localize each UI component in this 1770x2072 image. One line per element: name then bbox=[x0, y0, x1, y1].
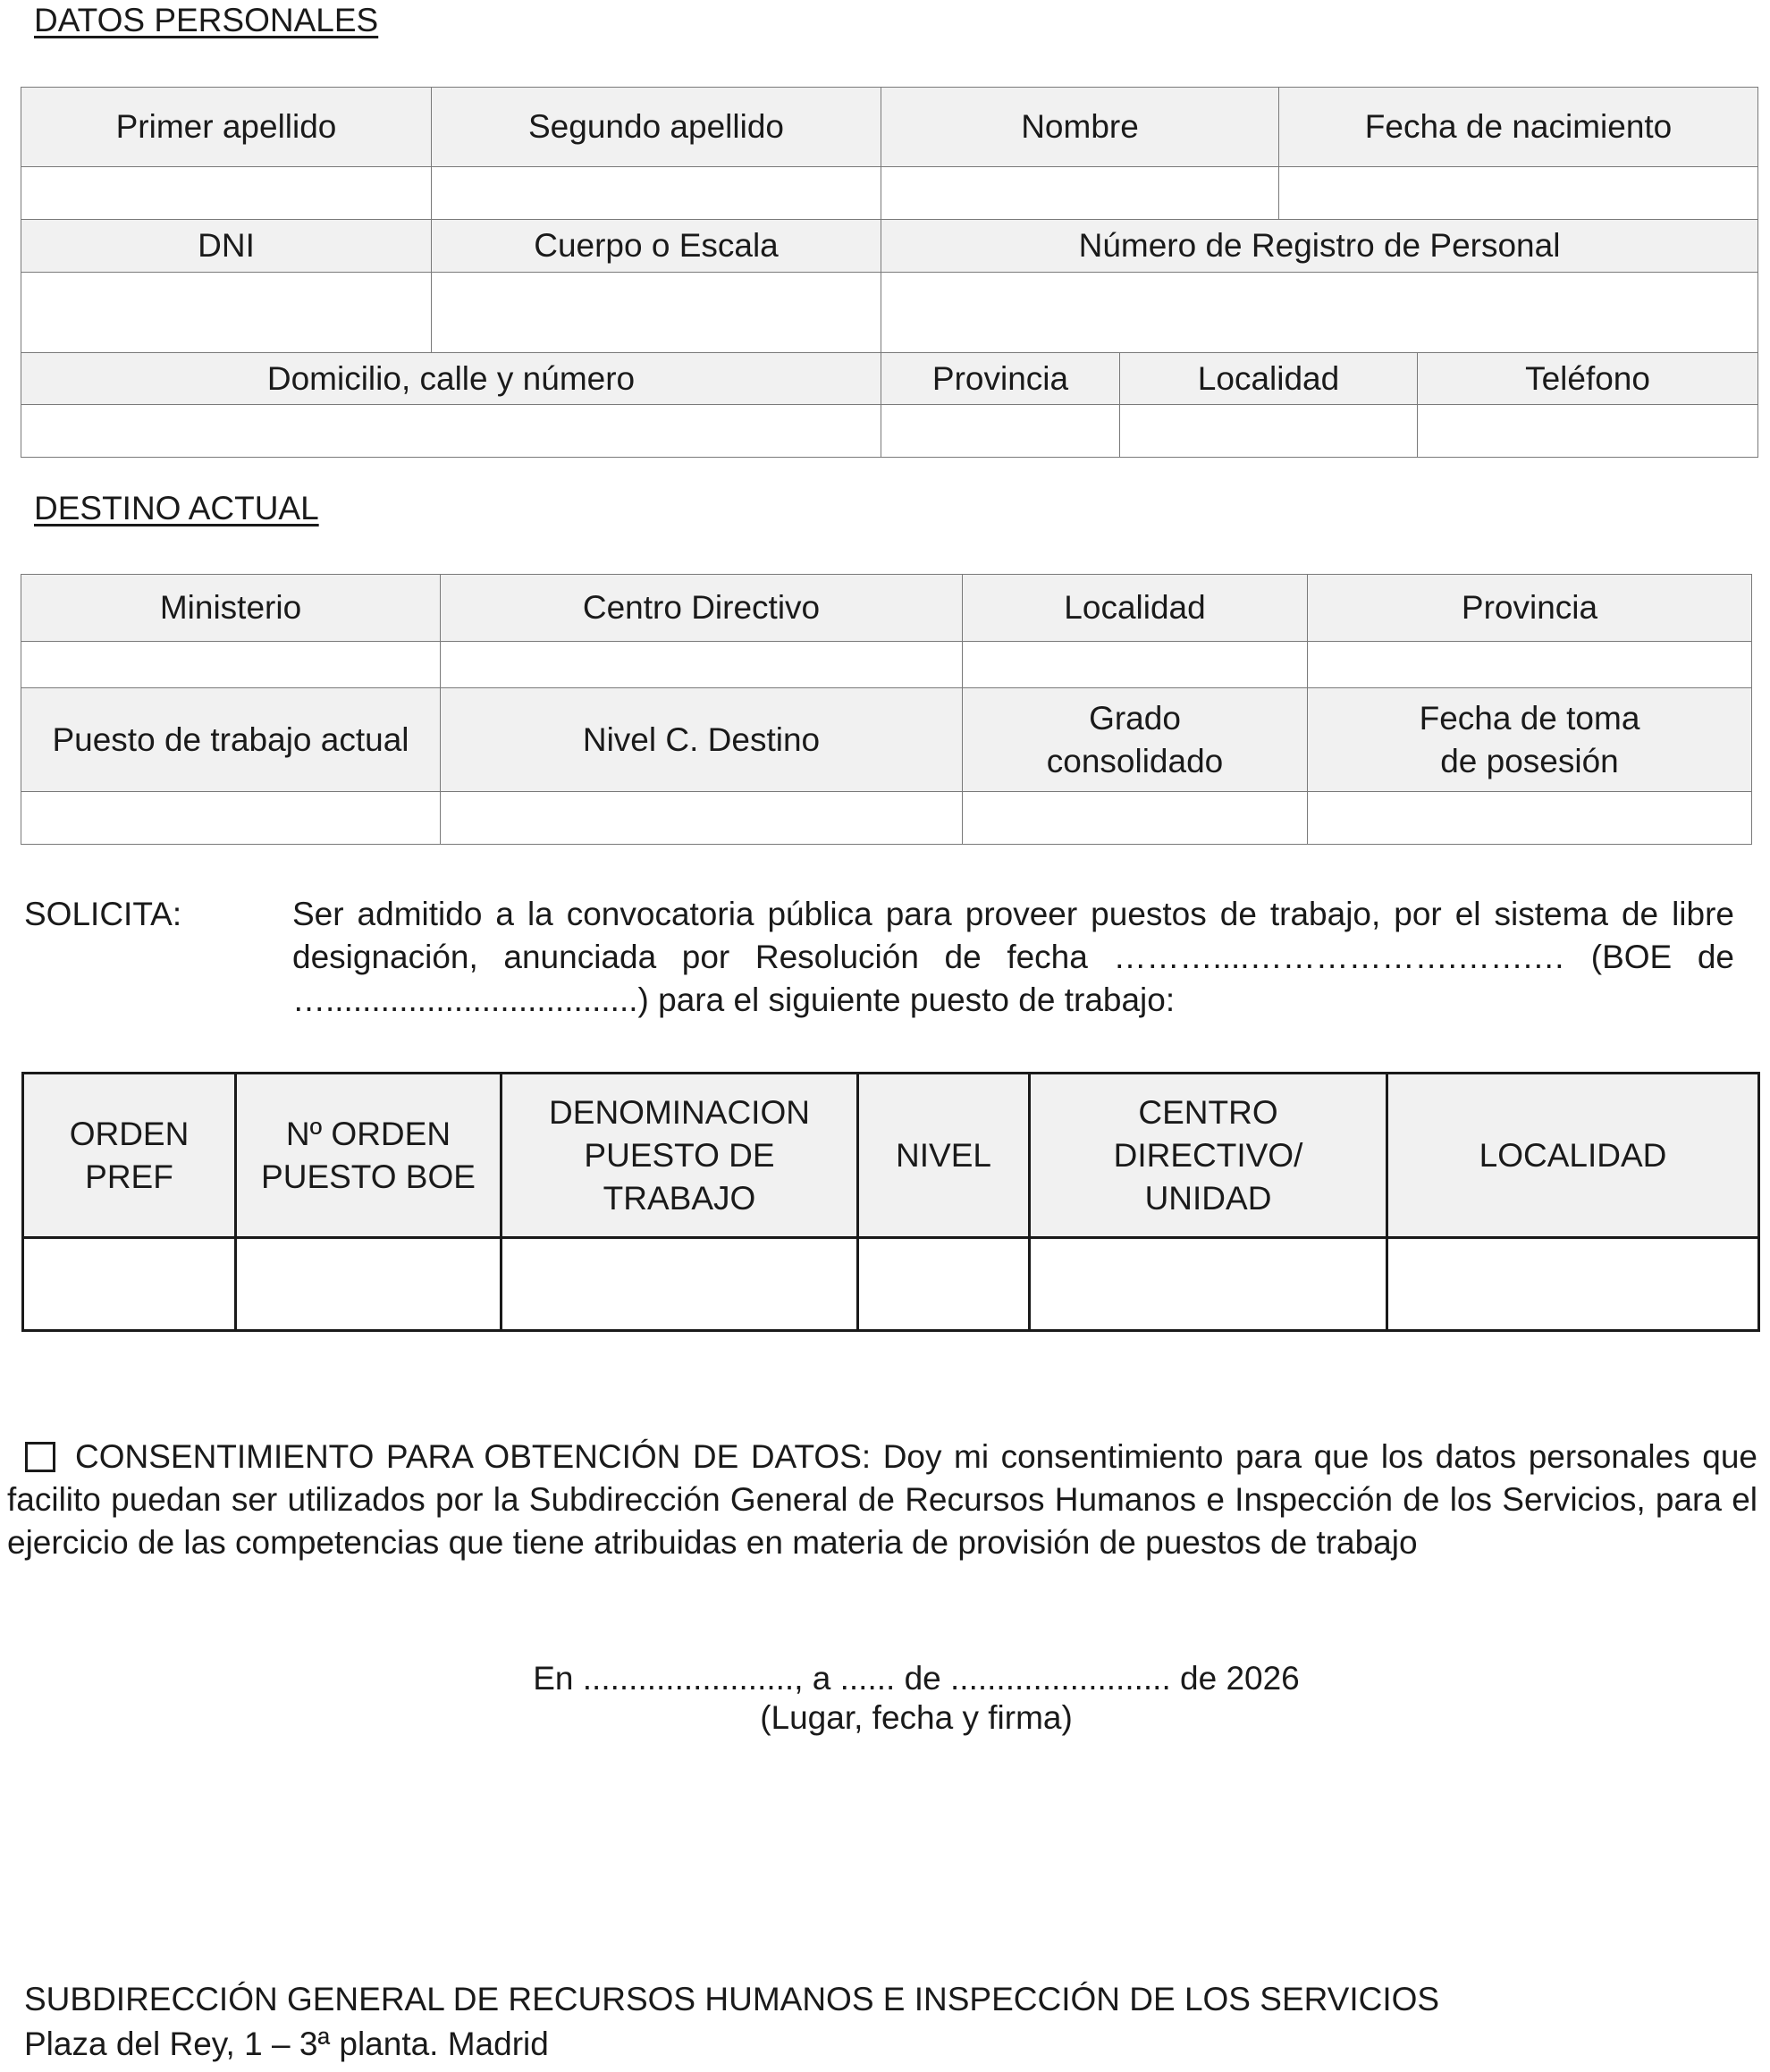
header-orden-pref: ORDEN PREF bbox=[23, 1074, 236, 1238]
field-fecha-nacimiento[interactable] bbox=[1279, 167, 1758, 220]
header-domicilio: Domicilio, calle y número bbox=[21, 353, 881, 405]
header-nombre: Nombre bbox=[881, 88, 1279, 167]
field-segundo-apellido[interactable] bbox=[432, 167, 881, 220]
field-denominacion-puesto[interactable] bbox=[502, 1238, 858, 1331]
section-title-destino-actual: DESTINO ACTUAL bbox=[34, 490, 319, 526]
section-title-datos-personales: DATOS PERSONALES bbox=[34, 2, 379, 38]
field-n-orden-puesto-boe[interactable] bbox=[236, 1238, 502, 1331]
signature-line: En ......................., a ...... de ........................ de 2026 bbox=[533, 1660, 1300, 1697]
field-provincia-destino[interactable] bbox=[1308, 642, 1752, 688]
consent-block bbox=[7, 1436, 1757, 1564]
field-telefono[interactable] bbox=[1418, 405, 1758, 458]
puestos-table bbox=[21, 1072, 1760, 1332]
header-dni: DNI bbox=[21, 220, 432, 273]
datos-personales-table bbox=[21, 87, 1758, 458]
field-grado-consolidado[interactable] bbox=[963, 792, 1308, 845]
field-dni[interactable] bbox=[21, 273, 432, 353]
header-ministerio: Ministerio bbox=[21, 575, 441, 642]
header-fecha-toma-posesion: Fecha de toma de posesión bbox=[1308, 688, 1752, 792]
header-nivel-destino: Nivel C. Destino bbox=[441, 688, 963, 792]
field-puesto-actual[interactable] bbox=[21, 792, 441, 845]
header-provincia: Provincia bbox=[881, 353, 1120, 405]
field-nivel-destino[interactable] bbox=[441, 792, 963, 845]
field-primer-apellido[interactable] bbox=[21, 167, 432, 220]
solicita-text: Ser admitido a la convocatoria pública para proveer puestos de trabajo, por el sistema de libre designación, anunciada por Resolución de fecha ………....……………….…….… (BOE de …..................................) para el siguiente puesto de trabajo: bbox=[292, 896, 1734, 1018]
header-centro-directivo-unidad: CENTRO DIRECTIVO/ UNIDAD bbox=[1030, 1074, 1387, 1238]
field-orden-pref[interactable] bbox=[23, 1238, 236, 1331]
header-n-orden-puesto-boe: Nº ORDEN PUESTO BOE bbox=[236, 1074, 502, 1238]
footer-organization: SUBDIRECCIÓN GENERAL DE RECURSOS HUMANOS E INSPECCIÓN DE LOS SERVICIOS bbox=[24, 1981, 1440, 2017]
solicita-label: SOLICITA: bbox=[24, 896, 182, 932]
header-numero-registro: Número de Registro de Personal bbox=[881, 220, 1758, 273]
field-localidad[interactable] bbox=[1120, 405, 1418, 458]
header-denominacion-puesto: DENOMINACION PUESTO DE TRABAJO bbox=[502, 1074, 858, 1238]
header-centro-directivo: Centro Directivo bbox=[441, 575, 963, 642]
header-primer-apellido: Primer apellido bbox=[21, 88, 432, 167]
header-localidad: Localidad bbox=[1120, 353, 1418, 405]
consent-text: CONSENTIMIENTO PARA OBTENCIÓN DE DATOS: Doy mi consentimiento para que los datos personales que facilito puedan ser utilizados por la Subdirección General de Recursos Humanos e Inspección de los Servicios, para el ejercicio de las competencias que tiene atribuidas en materia de provisión de puestos de trabajo bbox=[7, 1438, 1757, 1561]
field-centro-directivo[interactable] bbox=[441, 642, 963, 688]
header-localidad-puesto: LOCALIDAD bbox=[1387, 1074, 1759, 1238]
field-cuerpo-escala[interactable] bbox=[432, 273, 881, 353]
footer-address: Plaza del Rey, 1 – 3ª planta. Madrid bbox=[24, 2026, 549, 2062]
field-numero-registro[interactable] bbox=[881, 273, 1758, 353]
header-telefono: Teléfono bbox=[1418, 353, 1758, 405]
field-provincia[interactable] bbox=[881, 405, 1120, 458]
field-localidad-destino[interactable] bbox=[963, 642, 1308, 688]
signature-caption: (Lugar, fecha y firma) bbox=[760, 1699, 1073, 1736]
field-centro-directivo-unidad[interactable] bbox=[1030, 1238, 1387, 1331]
header-provincia-destino: Provincia bbox=[1308, 575, 1752, 642]
field-domicilio[interactable] bbox=[21, 405, 881, 458]
header-localidad-destino: Localidad bbox=[963, 575, 1308, 642]
field-localidad-puesto[interactable] bbox=[1387, 1238, 1759, 1331]
header-grado-consolidado: Grado consolidado bbox=[963, 688, 1308, 792]
field-nivel[interactable] bbox=[858, 1238, 1030, 1331]
header-cuerpo-escala: Cuerpo o Escala bbox=[432, 220, 881, 273]
header-puesto-actual: Puesto de trabajo actual bbox=[21, 688, 441, 792]
header-nivel: NIVEL bbox=[858, 1074, 1030, 1238]
header-fecha-nacimiento: Fecha de nacimiento bbox=[1279, 88, 1758, 167]
header-segundo-apellido: Segundo apellido bbox=[432, 88, 881, 167]
field-nombre[interactable] bbox=[881, 167, 1279, 220]
destino-actual-table bbox=[21, 574, 1752, 845]
consent-checkbox[interactable] bbox=[25, 1442, 55, 1472]
field-fecha-toma-posesion[interactable] bbox=[1308, 792, 1752, 845]
field-ministerio[interactable] bbox=[21, 642, 441, 688]
